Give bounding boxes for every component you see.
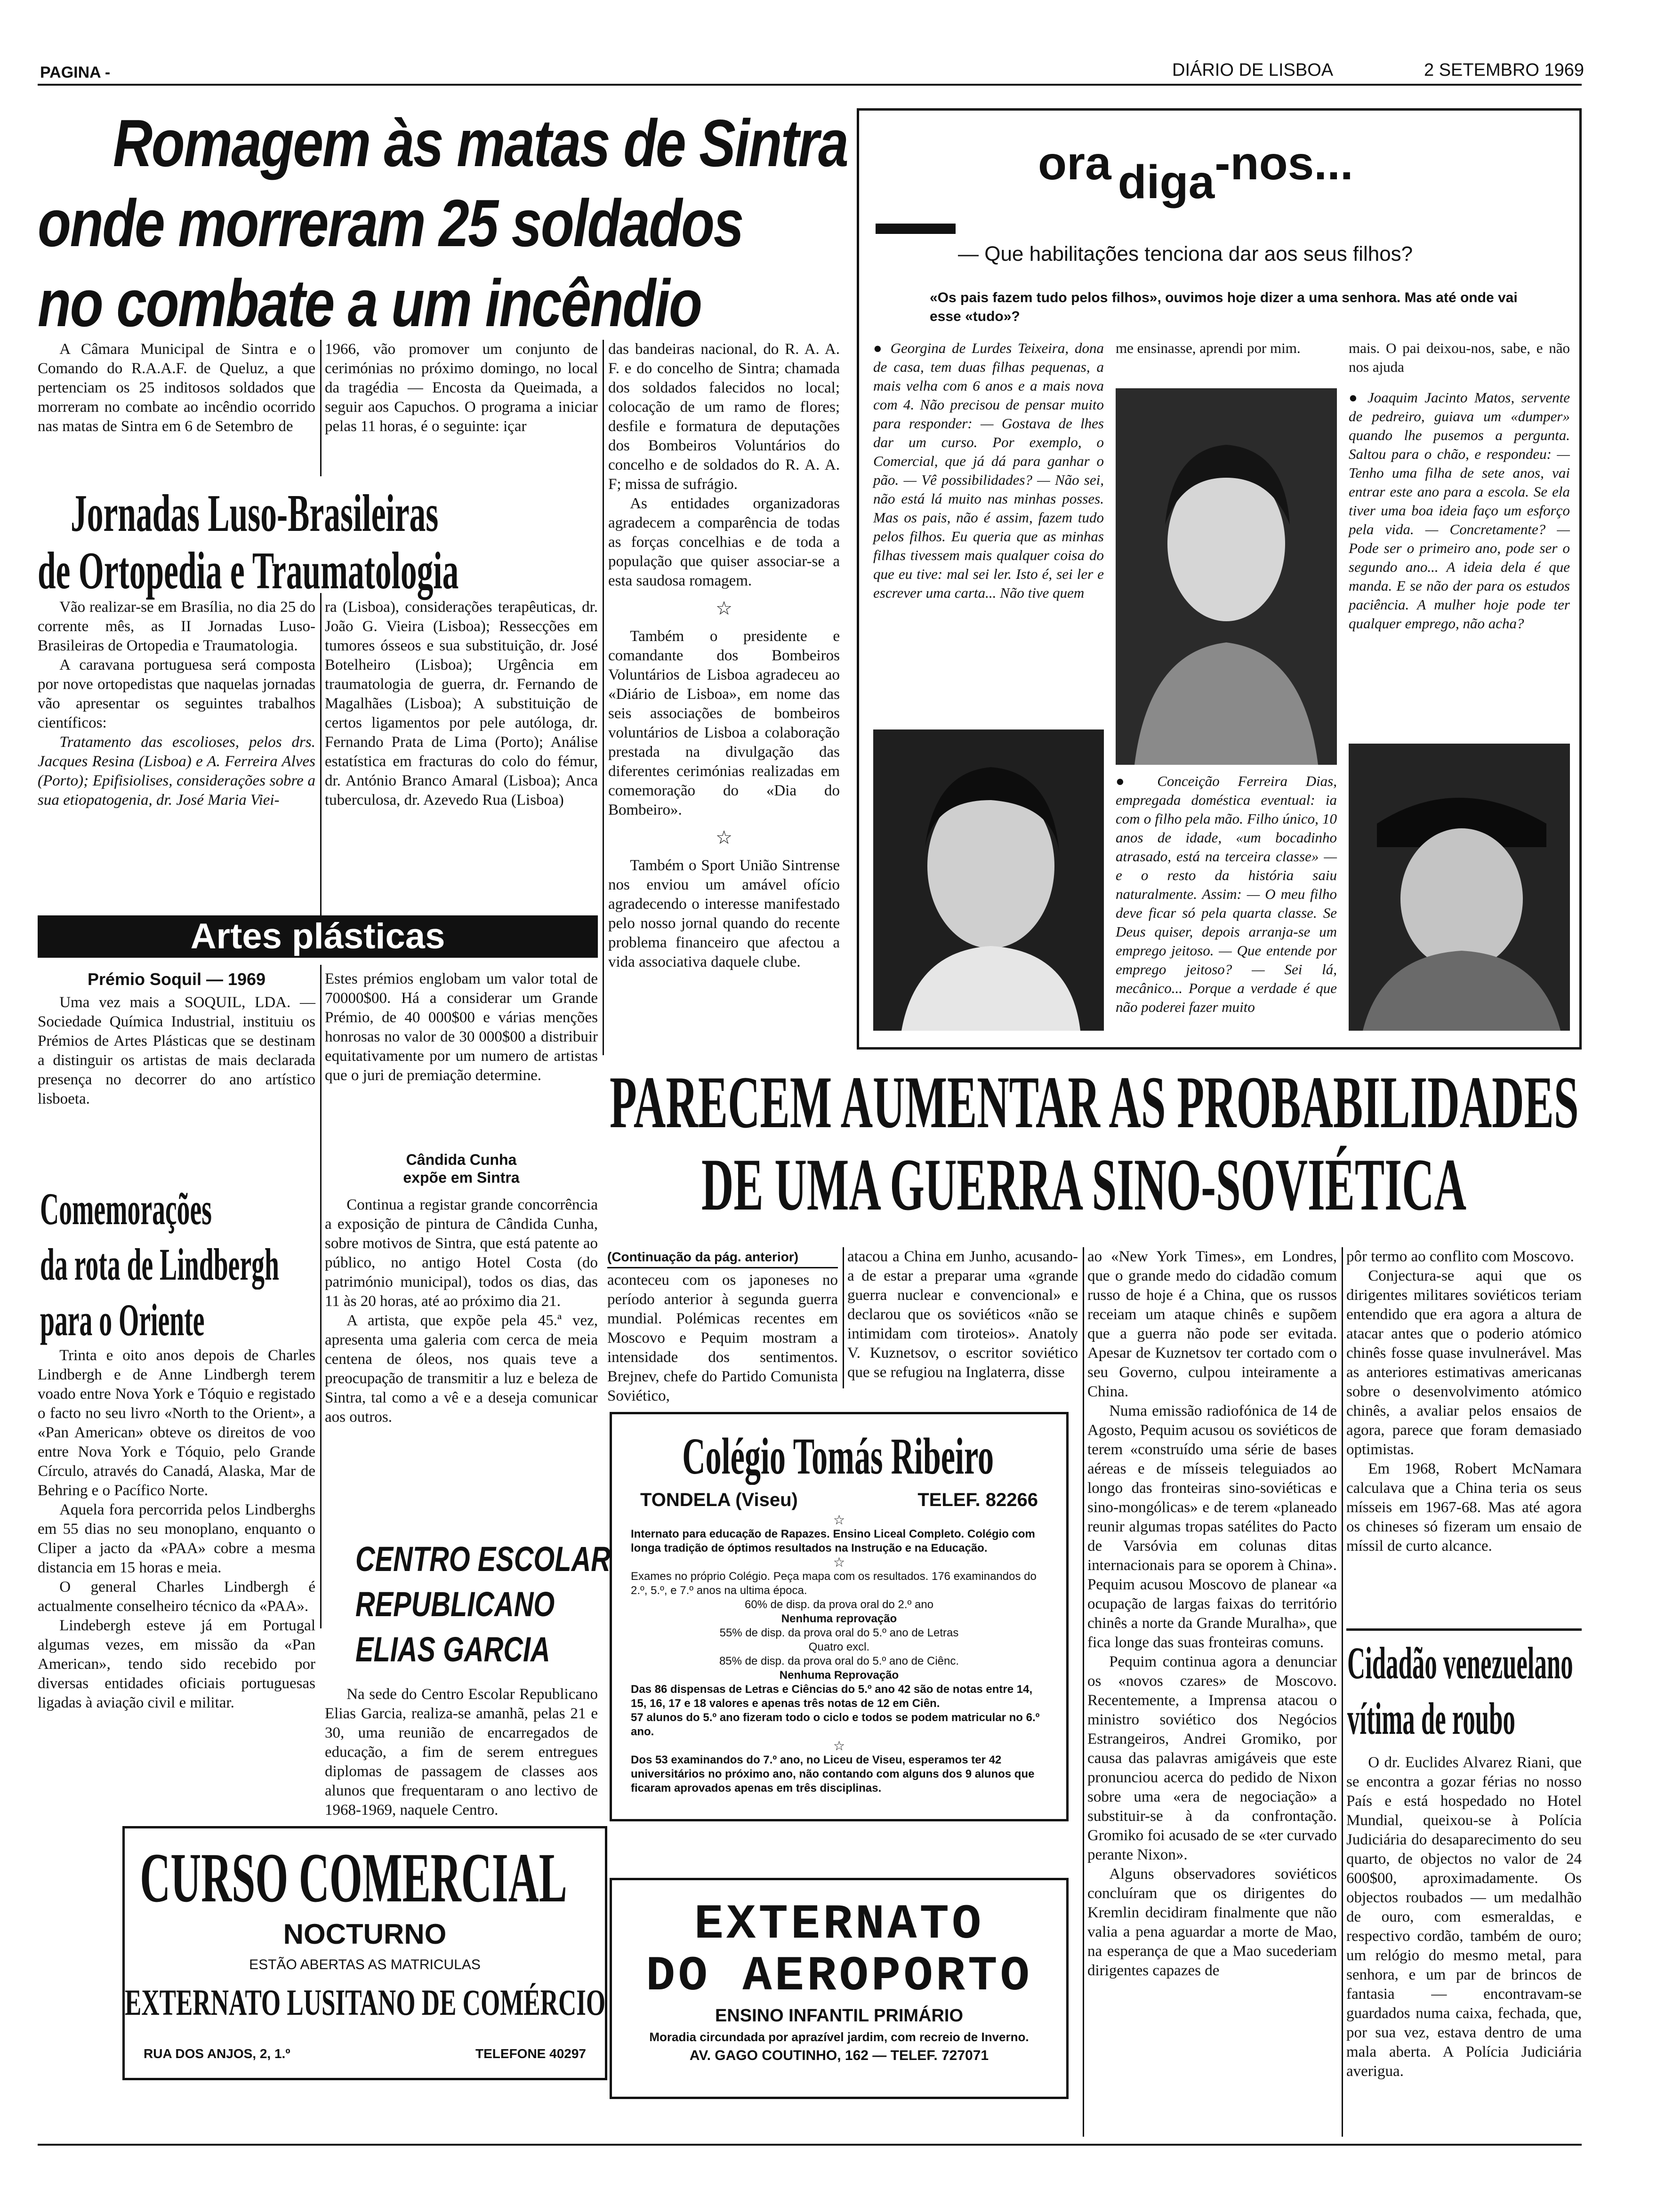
col-rule bbox=[320, 340, 322, 476]
star-icon: ☆ bbox=[833, 1738, 845, 1754]
page-date: 2 SETEMBRO 1969 bbox=[1424, 60, 1585, 80]
sino-headline: PARECEM AUMENTAR AS PROBABILIDADES DE UMA GUERRA SINO-SOVIÉTICA bbox=[610, 1061, 1579, 1226]
col-rule bbox=[603, 340, 604, 1055]
star-icon: ☆ bbox=[833, 1555, 845, 1570]
col-rule bbox=[1083, 1247, 1084, 2137]
sino-col2: atacou a China em Junho, acusando-a de estar a preparar uma «grande guerra nuclear e convencional» e declarou que os soviéticos «não se intimidam com tiroteios». Anatoly V. Kuznetsov, o escritor soviético que se refugiou na Inglaterra, disse bbox=[847, 1248, 1078, 1381]
romagem-headline: Romagem às matas de Sintra onde morreram 25 soldados no combate a um incêndio bbox=[38, 106, 848, 341]
lindbergh-headline: Comemorações da rota de Lindbergh para o Oriente bbox=[40, 1184, 279, 1345]
romagem-col2: 1966, vão promover um conjunto de cerimónias no próximo domingo, no local da tragédia — Encosta da Queimada, a seguir aos Capuchos. O programa a iniciar pelas 11 horas, é o seguinte: içar bbox=[325, 341, 598, 435]
ora-diga-col1: ● Georgina de Lurdes Teixeira, dona de casa, tem duas filhas pequenas, a mais velha com 6 anos e a mais nova com 4. Não precisou de pensar muito para responder: — Gostava de lhes dar um curso. Por exemplo, o Comercial, que já dá para ganhar o pão. — Vê possibilidades? — Não sei, não está lá muito nas minhas posses. Mas os pais, não é assim, fazem tudo pelos filhos. Eu queria que as minhas filhas tivessem mais qualquer coisa do que eu tive: mal sei ler. Isto é, sei ler e escrever uma carta... Não tive quem bbox=[873, 340, 1104, 601]
col-rule bbox=[1342, 1247, 1343, 2137]
sino-rule bbox=[607, 1267, 838, 1268]
aeroporto-ad: EXTERNATO DO AEROPORTO ENSINO INFANTIL PRIMÁRIO Moradia circundada por aprazível jardim, com recreio de Inverno. AV. GAGO COUTINHO, 162 — TELEF. 727071 bbox=[610, 1878, 1069, 2099]
artes-banner: Artes plásticas bbox=[38, 915, 598, 958]
col-rule bbox=[843, 1247, 844, 1388]
curso-comercial-ad: CURSO COMERCIAL NOCTURNO ESTÃO ABERTAS AS MATRICULAS EXTERNATO LUSITANO DE COMÉRCIO RUA DOS ANJOS, 2, 1.º TELEFONE 40297 bbox=[122, 1826, 607, 2080]
venez-headline: Cidadão venezuelano vítima de roubo bbox=[1347, 1638, 1573, 1744]
artes-col1: Uma vez mais a SOQUIL, LDA. — Sociedade Química Industrial, instituiu os Prémios de Artes Plásticas que se destinam a distinguir os artistas de mais declarada presença no decorrer do ano artístico lisboeta. bbox=[38, 994, 315, 1107]
romagem-col3: das bandeiras nacional, do R. A. A. F. e do concelho de Sintra; chamada dos soldados falecidos no local; colocação de um ramo de flores; desfile e formatura de deputações dos Bombeiros Voluntários do concelho e de soldados do R. A. A. F; missa de sufrágio. As entidades organizadoras agradecem a comparência de todas as forças concelhias e de toda a população que quiser associar-se a esta saudosa romagem. ☆ Também o presidente e comandante dos Bombeiros Voluntários de Lisboa agradeceu ao «Diário de Lisboa», em nome das seis associações de bombeiros voluntários de Lisboa a colaboração prestada na divulgação das diferentes cerimónias realizadas em comemoração do «Dia do Bombeiro». ☆ Também o Sport União Sintrense nos enviou um amável ofício agradecendo o interesse manifestado pelo nosso jornal quando do recente problema financeiro que afectou a vida associativa daquele clube. bbox=[608, 341, 840, 970]
ortopedia-headline: Jornadas Luso-Brasileiras de Ortopedia e Traumatologia bbox=[38, 484, 459, 600]
artes-col2b: Continua a registar grande concorrência a exposição de pintura de Cândida Cunha, sobre motivos de Sintra, que está patente ao público, no antigo Hotel Costa (do património municipal), todos os dias, das 11 às 20 horas, até ao próximo dia 21. A artista, que expõe pela 45.ª vez, apresenta uma galeria com cerca de meia centena de óleos, nos quais teve a preocupação de transmitir a luz e beleza de Sintra, tal como a vê e a deseja comunicar aos outros. bbox=[325, 1196, 598, 1426]
col-rule bbox=[320, 593, 322, 922]
centro-headline: CENTRO ESCOLAR REPUBLICANO ELIAS GARCIA bbox=[355, 1539, 611, 1669]
star-icon: ☆ bbox=[716, 598, 732, 619]
ora-diga-col2: ● Conceição Ferreira Dias, empregada doméstica eventual: ia com o filho pela mão. Filho único, 10 anos de idade, «um bocadinho atrasado, está na terceira classe» — e o resto da história saiu naturalmente. Assim: — O meu filho deve ficar só pela quarta classe. Se Deus quiser, depois arranja-se um emprego jeitoso. — Que entende por emprego jeitoso? — Sei lá, mecânico... Porque a verdade é que não poderei fazer muito bbox=[1116, 773, 1337, 1015]
venez-body: O dr. Euclides Alvarez Riani, que se encontra a gozar férias no nosso País e está hospedado no Hotel Mundial, queixou-se à Polícia Judiciária do desaparecimento do seu quarto, de objectos no valor de 24 600$00, aproximadamente. Os objectos roubados — um medalhão de ouro, com esmeraldas, e respectivo cordão, também de ouro; um relógio do mesmo metal, para senhora, e um par de brincos de fantasia — encontravam-se guardados numa caixa, fechada, que, por sua vez, estava dentro de uma mala aberta. A Polícia Judiciária averigua. bbox=[1346, 1754, 1582, 2080]
pointer-bar bbox=[876, 224, 956, 234]
ora-diga-col3: ● Joaquim Jacinto Matos, servente de pedreiro, guiava um «dumper» quando lhe pusemos a pergunta. Saltou para o chão, e respondeu: — Tenho uma filha de sete anos, vai entrar este ano para a escola. Se ela tiver uma boa ideia faço um esforço pela vida. — Concretamente? — Pode ser o primeiro ano, pode ser o segundo ano... A ideia dela é que manda. E se não der para os estudos paciência. A mulher hoje pode ter qualquer emprego, não acha? bbox=[1349, 389, 1570, 632]
ortopedia-col1: Vão realizar-se em Brasília, no dia 25 do corrente mês, as II Jornadas Luso-Brasileiras de Ortopedia e Traumatologia. A caravana portuguesa será composta por nove ortopedistas que naquelas jornadas vão apresentar os seguintes trabalhos científicos: Tratamento das escolioses, pelos drs. Jacques Resina (Lisboa) e A. Ferreira Alves (Porto); Epifisiolises, considerações sobre a sua etiopatogenia, dr. José Maria Viei- bbox=[38, 599, 315, 809]
artes-col2: Estes prémios englobam um valor total de 70000$00. Há a considerar um Grande Prémio, de 40 000$00 e várias menções honrosas no valor de 30 000$00 a distribuir equitativamente por um numero de artistas que o juri de premiação determine. bbox=[325, 970, 598, 1084]
ora-diga-question: — Que habilitações tenciona dar aos seus filhos? bbox=[958, 242, 1413, 265]
lindbergh-body: Trinta e oito anos depois de Charles Lindbergh e de Anne Lindbergh terem voado entre Nova York e Tóquio e registado o facto no seu livro «North to the Orient», a «Pan American» obteve os direitos de voo entre Nova York e Tóquio, pelo Grande Círculo, através do Canadá, Alaska, Mar de Behring e o Pacífico Norte. Aquela fora percorrida pelos Lindberghs em 55 dias no seu monoplano, enquanto o Cliper a jacto da «PAA» cobre a mesma distancia em 15 horas e meia. O general Charles Lindbergh é actualmente conselheiro técnico da «PAA». Lindebergh esteve já em Portugal algumas vezes, em missão da «Pan American», tendo sido recebido por diversas entidades oficiais portuguesas ligadas à aviação civil e militar. bbox=[38, 1347, 315, 1711]
star-icon: ☆ bbox=[833, 1512, 845, 1528]
man-photo bbox=[1349, 744, 1570, 1031]
sino-col1: aconteceu com os japoneses no período anterior à segunda guerra mundial. Polémicas recentes em Moscovo e Pequim mostram a intensidade dos sentimentos. Brejnev, chefe do Partido Comunista Soviético, bbox=[607, 1272, 838, 1404]
venez-rule bbox=[1346, 1628, 1582, 1631]
col-rule bbox=[320, 965, 322, 1628]
page-label: PAGINA - bbox=[40, 64, 111, 81]
ora-diga-col3-top: mais. O pai deixou-nos, sabe, e não nos ajuda bbox=[1349, 340, 1570, 375]
ora-diga-box bbox=[857, 108, 1582, 1050]
star-icon: ☆ bbox=[716, 827, 732, 849]
paper-name: DIÁRIO DE LISBOA bbox=[1172, 60, 1334, 80]
artes-sub-candida: Cândida Cunha expõe em Sintra bbox=[403, 1151, 520, 1186]
ortopedia-col2: ra (Lisboa), considerações terapêuticas, dr. João G. Vieira (Lisboa); Ressecções em tumores ósseos e sua substituição, dr. José Botelheiro (Lisboa); Urgência em traumatologia de guerra, dr. Fernando de Magalhães (Lisboa); A substituição de certos ligamentos por pele autóloga, dr. Fernando Prata de Lima (Porto); Análise estatística em fracturas do colo do fémur, dr. António Branco Amaral (Lisboa); Anca tuberculosa, dr. Azevedo Rua (Lisboa) bbox=[325, 599, 598, 809]
sino-continuation: (Continuação da pág. anterior) bbox=[607, 1250, 799, 1264]
masthead-rule bbox=[38, 84, 1582, 86]
colegio-ad: Colégio Tomás Ribeiro TONDELA (Viseu) TELEF. 82266 ☆ Internato para educação de Rapazes. Ensino Liceal Completo. Colégio com longa tradição de óptimos resultados na Instrução e na Educação. ☆ Exames no próprio Colégio. Peça mapa com os resultados. 176 examinandos do 2.º, 5.º, e 7.º anos na ultima época. 60% de disp. da prova oral do 2.º ano Nenhuma reprovação 55% de disp. da prova oral do 5.º ano de Letras Quatro excl. 85% de disp. da prova oral do 5.º ano de Ciênc. Nenhuma Reprovação Das 86 dispensas de Letras e Ciências do 5.º ano 42 são de notas entre 14, 15, 16, 17 e 18 valores e apenas três notas de 12 em Ciên. 57 alunos do 5.º ano fizeram todo o ciclo e todos se podem matricular no 6.º ano. ☆ Dos 53 examinandos do 7.º ano, no Liceu de Viseu, esperamos ter 42 universitários no próximo ano, não contando com alguns dos 9 alunos que ficaram aprovados apenas em três disciplinas. bbox=[610, 1412, 1069, 1821]
artes-sub-soquil: Prémio Soquil — 1969 bbox=[87, 970, 266, 989]
ora-diga-col2-top: me ensinasse, aprendi por mim. bbox=[1116, 340, 1301, 356]
boy-photo bbox=[1116, 388, 1337, 765]
woman-photo bbox=[873, 729, 1104, 1031]
sino-col4: pôr termo ao conflito com Moscovo. Conjectura-se aqui que os dirigentes militares soviéticos teriam entendido que era agora a altura de atacar antes que o poderio atómico chinês fosse quase invulnerável. Mas as anteriores estimativas americanas sobre o desenvolvimento atómico chinês, a avaliar pelos ensaios de agora, parece que foram demasiado optimistas. Em 1968, Robert McNamara calculava que a China teria os seus mísseis em 1967-68. Mas até agora os chineses só fizeram um ensaio de míssil de curto alcance. bbox=[1346, 1248, 1582, 1555]
footer-rule bbox=[38, 2144, 1582, 2146]
ora-diga-intro: «Os pais fazem tudo pelos filhos», ouvimos hoje dizer a uma senhora. Mas até onde vai esse «tudo»? bbox=[930, 290, 1518, 324]
sino-col3: ao «New York Times», em Londres, que o grande medo do cidadão comum russo de hoje é a China, que os russos receiam um ataque chinês e supõem que a guerra não pode ser evitada. Apesar de Kuznetsov ter cortado com o seu Governo, culpou inteiramente a China. Numa emissão radiofónica de 14 de Agosto, Pequim acusou os soviéticos de terem «construído uma série de bases aéreas e de mísseis teleguiados ao longo das fronteiras sino-soviéticas e sino-mongólicas» e de terem «planeado reunir algumas tropas satélites do Pacto de Varsóvia em colunas ditas internacionais para se oporem à China». Pequim acusou Moscovo de planear «a ocupação de largas faixas do território chinês a norte da Grande Muralha», que fica longe das suas fronteiras comuns. Pequim continua agora a denunciar os «novos czares» de Moscovo. Recentemente, a Imprensa atacou o ministro soviético dos Negócios Estrangeiros, Andrei Gromiko, por causa das palavras amigáveis que este pronunciou acerca do pedido de Nixon sobre uma «era de negociação» a substituir-se à da confrontação. Gromiko foi acusado de se «ter curvado perante Nixon». Alguns observadores soviéticos concluíram que os dirigentes do Kremlin decidiram finalmente que não valia a pena aguardar a morte de Mao, na esperança de que a Mao sucederiam dirigentes capazes de bbox=[1087, 1248, 1337, 1979]
ora-diga-logo: ora diga-nos... bbox=[1038, 137, 1353, 208]
romagem-col1: A Câmara Municipal de Sintra e o Comando do R.A.A.F. de Queluz, a que pertenciam os 25 inditosos soldados que morreram no combate ao incêndio ocorrido nas matas de Sintra em 6 de Setembro de bbox=[38, 341, 315, 435]
centro-body: Na sede do Centro Escolar Republicano Elias Garcia, realiza-se amanhã, pelas 21 e 30, uma reunião de encarregados de educação, a fim de serem entregues diplomas de passagem de classes aos alunos que frequentaram o ano lectivo de 1968-1969, naquele Centro. bbox=[325, 1686, 598, 1819]
